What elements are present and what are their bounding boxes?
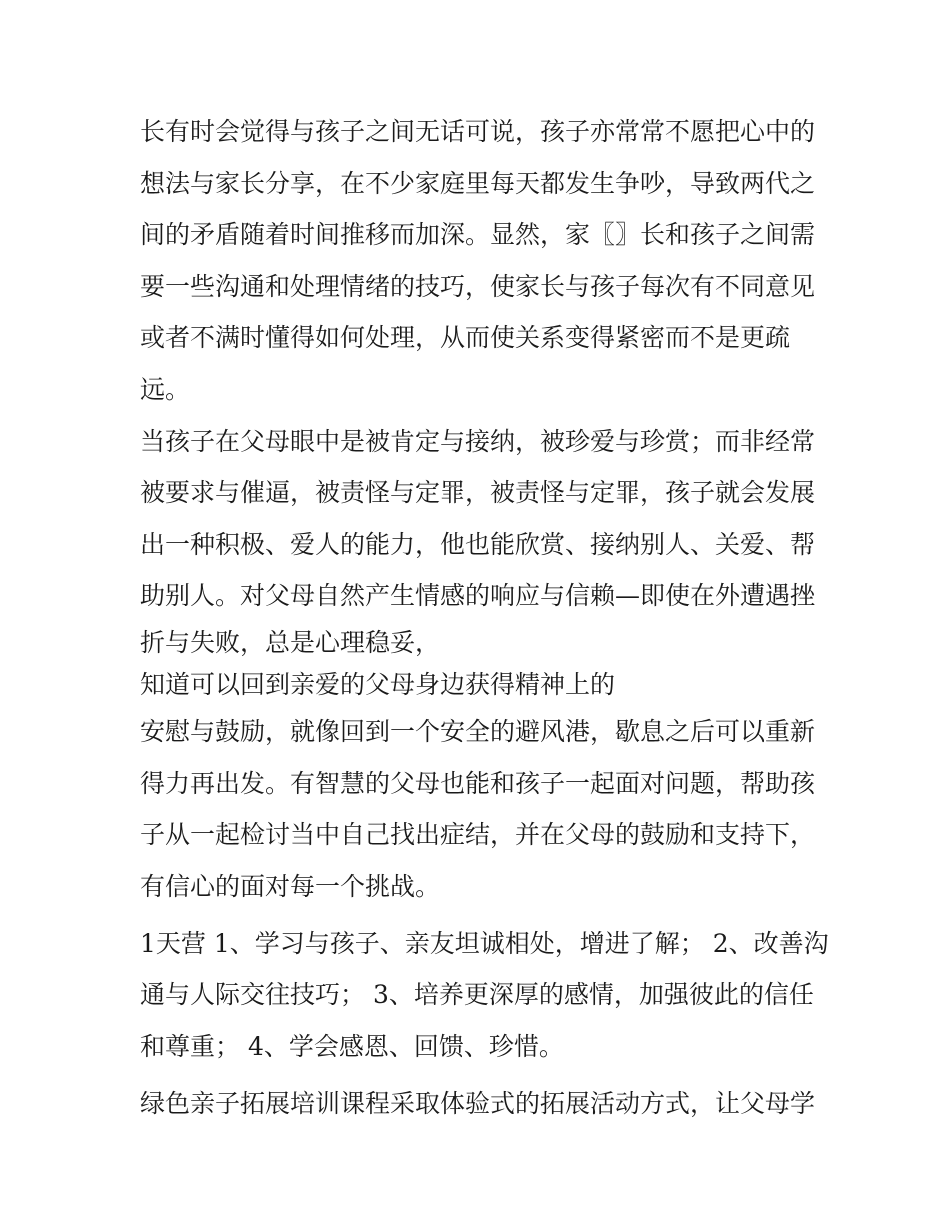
text-line: 远。 [140, 374, 191, 404]
text-line: 出一种积极、爱人的能力，他也能欣赏、接纳别人、关爱、帮 [140, 529, 816, 559]
text-line: 得力再出发。有智慧的父母也能和孩子一起面对问题，帮助孩 [140, 768, 816, 798]
text-line: 和尊重； 4、学会感恩、回馈、珍惜。 [140, 1031, 564, 1061]
body-text [140, 106, 840, 1130]
text-line: 要一些沟通和处理情绪的技巧，使家长与孩子每次有不同意见 [140, 271, 816, 301]
text-line: 当孩子在父母眼中是被肯定与接纳，被珍爱与珍赏；而非经常 [140, 426, 816, 456]
text-line: 子从一起检讨当中自己找出症结，并在父母的鼓励和支持下， [140, 820, 816, 850]
text-line: 被要求与催逼，被责怪与定罪，被责怪与定罪，孩子就会发展 [140, 478, 816, 508]
text-line: 折与失败，总是心理稳妥， [140, 627, 441, 657]
text-line: 助别人。对父母自然产生情感的响应与信赖—即使在外遭遇挫 [140, 581, 816, 611]
text-line: 有信心的面对每一个挑战。 [140, 871, 441, 901]
text-line: 绿色亲子拓展培训课程采取体验式的拓展活动方式，让父母学 [140, 1088, 816, 1118]
text-line: 想法与家长分享，在不少家庭里每天都发生争吵，导致两代之 [140, 168, 816, 198]
text-line: 长有时会觉得与孩子之间无话可说，孩子亦常常不愿把心中的 [140, 117, 816, 146]
text-line: 间的矛盾随着时间推移而加深。显然，家〖〗长和孩子之间需 [140, 220, 816, 250]
text-line: 通与人际交往技巧； 3、培养更深厚的感情，加强彼此的信任 [140, 980, 814, 1010]
text-line: 或者不满时懂得如何处理，从而使关系变得紧密而不是更疏 [140, 323, 791, 353]
text-line: 1天营 1、学习与孩子、亲友坦诚相处，增进了解； 2、改善沟 [140, 928, 829, 958]
text-line: 知道可以回到亲爱的父母身边获得精神上的 [140, 669, 616, 699]
text-line: 安慰与鼓励，就像回到一个安全的避风港，歇息之后可以重新 [140, 716, 816, 746]
